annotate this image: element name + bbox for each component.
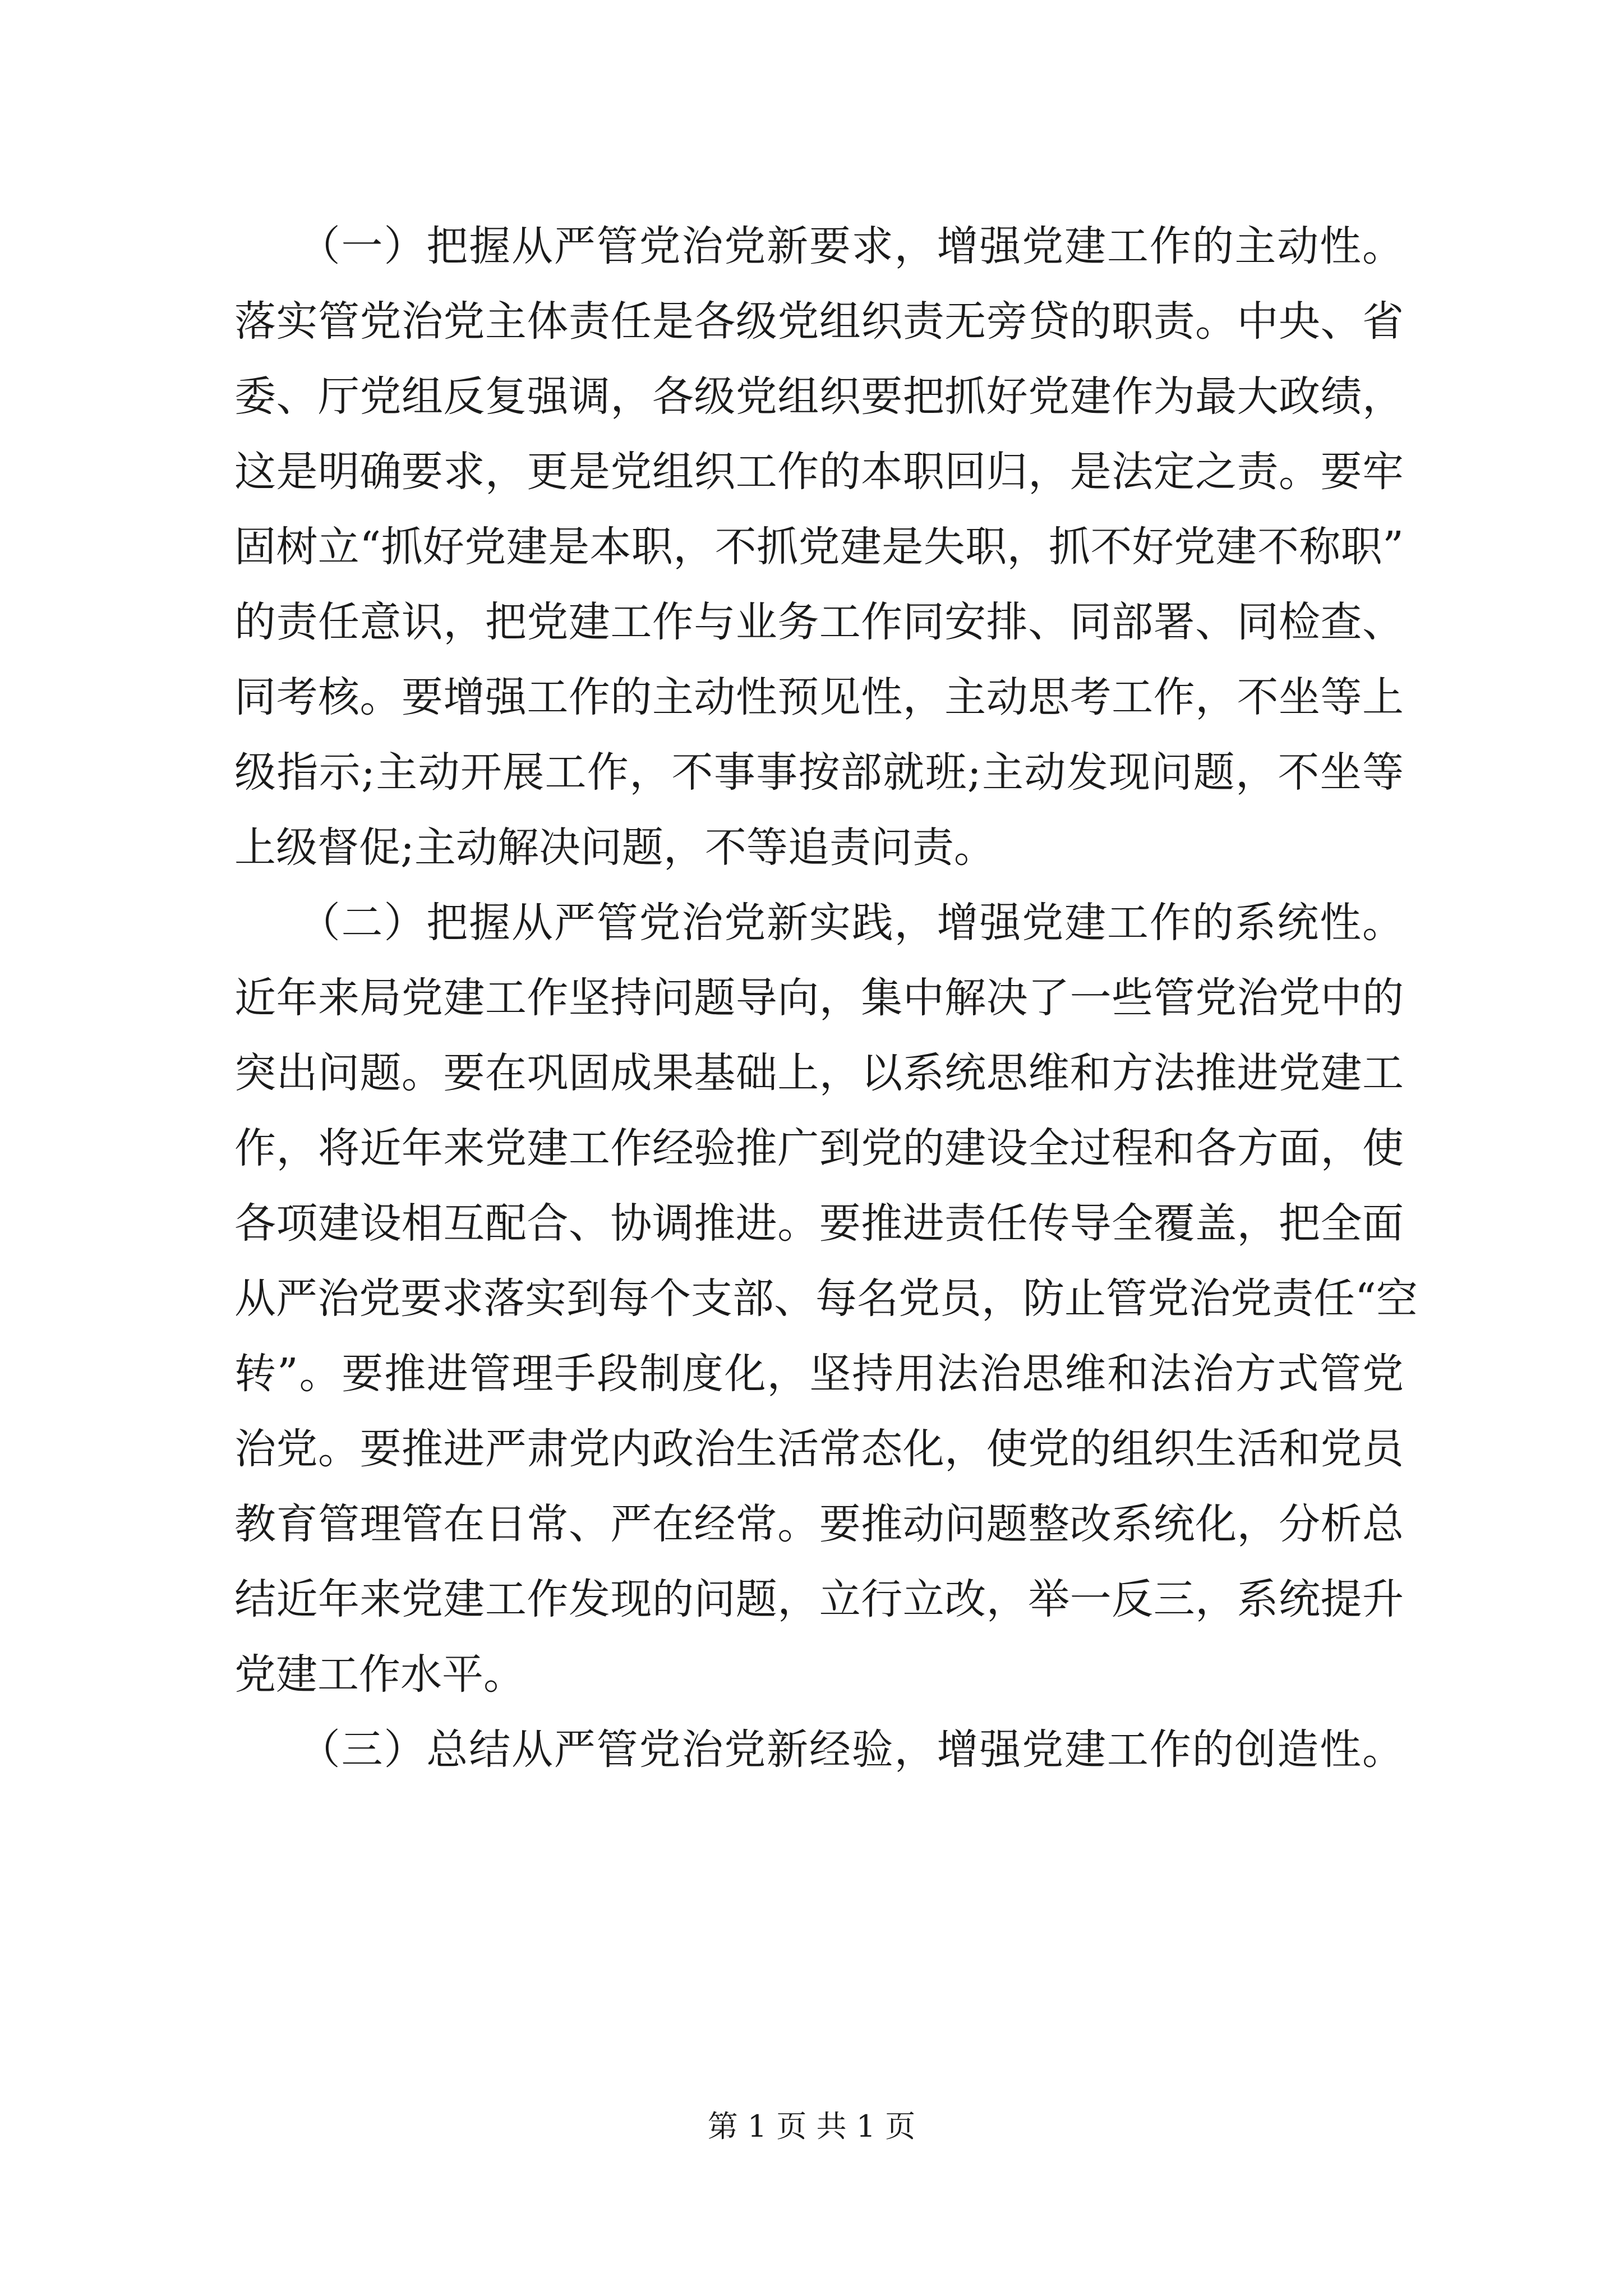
- text-line: 上级督促;主动解决问题，不等追责问责。: [234, 823, 995, 872]
- text-line: 的责任意识，把党建工作与业务工作同安排、同部署、同检查、: [234, 598, 1404, 646]
- text-line: 突出问题。要在巩固成果基础上，以系统思维和方法推进党建工: [234, 1049, 1404, 1097]
- text-line: 作，将近年来党建工作经验推广到党的建设全过程和各方面，使: [234, 1124, 1404, 1172]
- body-text: [234, 209, 1418, 1787]
- text-line: 落实管党治党主体责任是各级党组织责无旁贷的职责。中央、省: [234, 297, 1404, 346]
- text-line: 教育管理管在日常、严在经常。要推动问题整改系统化，分析总: [234, 1500, 1404, 1548]
- text-line: 党建工作水平。: [234, 1650, 525, 1699]
- text-line: 治党。要推进严肃党内政治生活常态化，使党的组织生活和党员: [234, 1425, 1404, 1473]
- text-line: （一）把握从严管党治党新要求，增强党建工作的主动性。: [234, 222, 1404, 270]
- text-line: （三）总结从严管党治党新经验，增强党建工作的创造性。: [234, 1726, 1404, 1774]
- text-line: （二）把握从严管党治党新实践，增强党建工作的系统性。: [234, 899, 1404, 947]
- text-line: 同考核。要增强工作的主动性预见性，主动思考工作，不坐等上: [234, 673, 1404, 721]
- text-line: 从严治党要求落实到每个支部、每名党员，防止管党治党责任“空: [234, 1274, 1418, 1323]
- text-line: 级指示;主动开展工作，不事事按部就班;主动发现问题，不坐等: [234, 748, 1404, 797]
- text-line: 转”。要推进管理手段制度化，坚持用法治思维和法治方式管党: [234, 1350, 1404, 1398]
- text-line: 委、厅党组反复强调，各级党组织要把抓好党建作为最大政绩，: [234, 372, 1404, 421]
- page-footer: 第 1 页 共 1 页: [707, 2109, 916, 2144]
- text-line: 这是明确要求，更是党组织工作的本职回归，是法定之责。要牢: [234, 448, 1404, 496]
- text-line: 各项建设相互配合、协调推进。要推进责任传导全覆盖，把全面: [234, 1199, 1404, 1248]
- text-line: 结近年来党建工作发现的问题，立行立改，举一反三，系统提升: [234, 1575, 1404, 1623]
- text-line: 近年来局党建工作坚持问题导向，集中解决了一些管党治党中的: [234, 974, 1404, 1022]
- text-line: 固树立“抓好党建是本职，不抓党建是失职，抓不好党建不称职”: [234, 523, 1404, 571]
